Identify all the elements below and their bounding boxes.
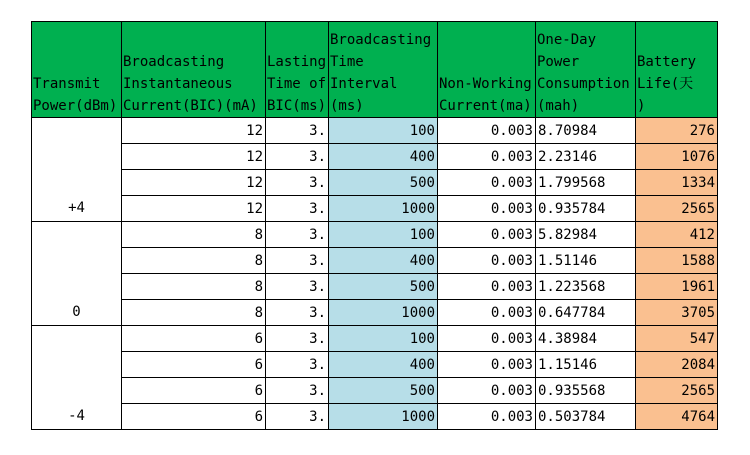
consumption-cell: 4.38984	[536, 326, 636, 352]
table-row	[32, 222, 718, 248]
battery-life-cell: 3705	[636, 300, 718, 326]
table-row	[32, 144, 718, 170]
non-working-current-cell: 0.003	[438, 222, 536, 248]
consumption-cell: 5.82984	[536, 222, 636, 248]
consumption-cell: 0.935568	[536, 378, 636, 404]
bic-cell: 6	[122, 404, 266, 430]
bic-cell: 12	[122, 170, 266, 196]
interval-cell: 400	[329, 248, 438, 274]
lasting-time-cell: 3.	[266, 274, 329, 300]
header-battery-life: Battery Life(天 )	[636, 22, 718, 118]
non-working-current-cell: 0.003	[438, 144, 536, 170]
non-working-current-cell: 0.003	[438, 326, 536, 352]
interval-cell: 400	[329, 144, 438, 170]
lasting-time-cell: 3.	[266, 196, 329, 222]
interval-cell: 100	[329, 326, 438, 352]
non-working-current-cell: 0.003	[438, 300, 536, 326]
battery-life-cell: 1588	[636, 248, 718, 274]
consumption-cell: 1.223568	[536, 274, 636, 300]
bic-cell: 6	[122, 378, 266, 404]
interval-cell: 1000	[329, 196, 438, 222]
non-working-current-cell: 0.003	[438, 170, 536, 196]
table-row	[32, 300, 718, 326]
interval-cell: 500	[329, 378, 438, 404]
transmit-power-cell: 0	[32, 222, 122, 326]
lasting-time-cell: 3.	[266, 118, 329, 144]
non-working-current-cell: 0.003	[438, 352, 536, 378]
interval-cell: 1000	[329, 300, 438, 326]
non-working-current-cell: 0.003	[438, 378, 536, 404]
consumption-cell: 0.647784	[536, 300, 636, 326]
battery-life-cell: 547	[636, 326, 718, 352]
battery-life-cell: 276	[636, 118, 718, 144]
battery-life-cell: 2565	[636, 378, 718, 404]
battery-life-cell: 1961	[636, 274, 718, 300]
interval-cell: 400	[329, 352, 438, 378]
lasting-time-cell: 3.	[266, 170, 329, 196]
consumption-cell: 2.23146	[536, 144, 636, 170]
header-one-day-consumption: One-Day Power Consumption (mah)	[536, 22, 636, 118]
lasting-time-cell: 3.	[266, 300, 329, 326]
table-row	[32, 248, 718, 274]
bic-cell: 8	[122, 274, 266, 300]
battery-life-cell: 2565	[636, 196, 718, 222]
table-row	[32, 404, 718, 430]
bic-cell: 12	[122, 118, 266, 144]
battery-life-cell: 1334	[636, 170, 718, 196]
bic-cell: 8	[122, 222, 266, 248]
non-working-current-cell: 0.003	[438, 118, 536, 144]
table-row	[32, 170, 718, 196]
interval-cell: 1000	[329, 404, 438, 430]
header-non-working-current: Non-Working Current(ma)	[438, 22, 536, 118]
battery-life-cell: 412	[636, 222, 718, 248]
bic-cell: 12	[122, 144, 266, 170]
consumption-cell: 1.799568	[536, 170, 636, 196]
header-transmit-power: Transmit Power(dBm)	[32, 22, 122, 118]
bic-cell: 8	[122, 248, 266, 274]
consumption-cell: 1.15146	[536, 352, 636, 378]
non-working-current-cell: 0.003	[438, 274, 536, 300]
consumption-cell: 1.51146	[536, 248, 636, 274]
non-working-current-cell: 0.003	[438, 196, 536, 222]
table-row	[32, 378, 718, 404]
consumption-cell: 0.503784	[536, 404, 636, 430]
header-broadcasting-current: Broadcasting Instantaneous Current(BIC)(mA)	[122, 22, 266, 118]
bic-cell: 12	[122, 196, 266, 222]
header-broadcasting-interval: Broadcasting Time Interval (ms)	[329, 22, 438, 118]
power-consumption-table	[31, 21, 718, 430]
table-row	[32, 118, 718, 144]
bic-cell: 8	[122, 300, 266, 326]
lasting-time-cell: 3.	[266, 222, 329, 248]
consumption-cell: 0.935784	[536, 196, 636, 222]
lasting-time-cell: 3.	[266, 378, 329, 404]
battery-life-cell: 1076	[636, 144, 718, 170]
non-working-current-cell: 0.003	[438, 248, 536, 274]
lasting-time-cell: 3.	[266, 144, 329, 170]
table-row	[32, 196, 718, 222]
bic-cell: 6	[122, 352, 266, 378]
table-row	[32, 326, 718, 352]
transmit-power-cell: +4	[32, 118, 122, 222]
interval-cell: 100	[329, 222, 438, 248]
header-lasting-time: Lasting Time of BIC(ms)	[266, 22, 329, 118]
table-row	[32, 274, 718, 300]
table-row	[32, 352, 718, 378]
lasting-time-cell: 3.	[266, 326, 329, 352]
non-working-current-cell: 0.003	[438, 404, 536, 430]
transmit-power-cell: -4	[32, 326, 122, 430]
interval-cell: 500	[329, 170, 438, 196]
battery-life-cell: 2084	[636, 352, 718, 378]
lasting-time-cell: 3.	[266, 352, 329, 378]
battery-life-cell: 4764	[636, 404, 718, 430]
lasting-time-cell: 3.	[266, 248, 329, 274]
lasting-time-cell: 3.	[266, 404, 329, 430]
interval-cell: 500	[329, 274, 438, 300]
bic-cell: 6	[122, 326, 266, 352]
consumption-cell: 8.70984	[536, 118, 636, 144]
interval-cell: 100	[329, 118, 438, 144]
